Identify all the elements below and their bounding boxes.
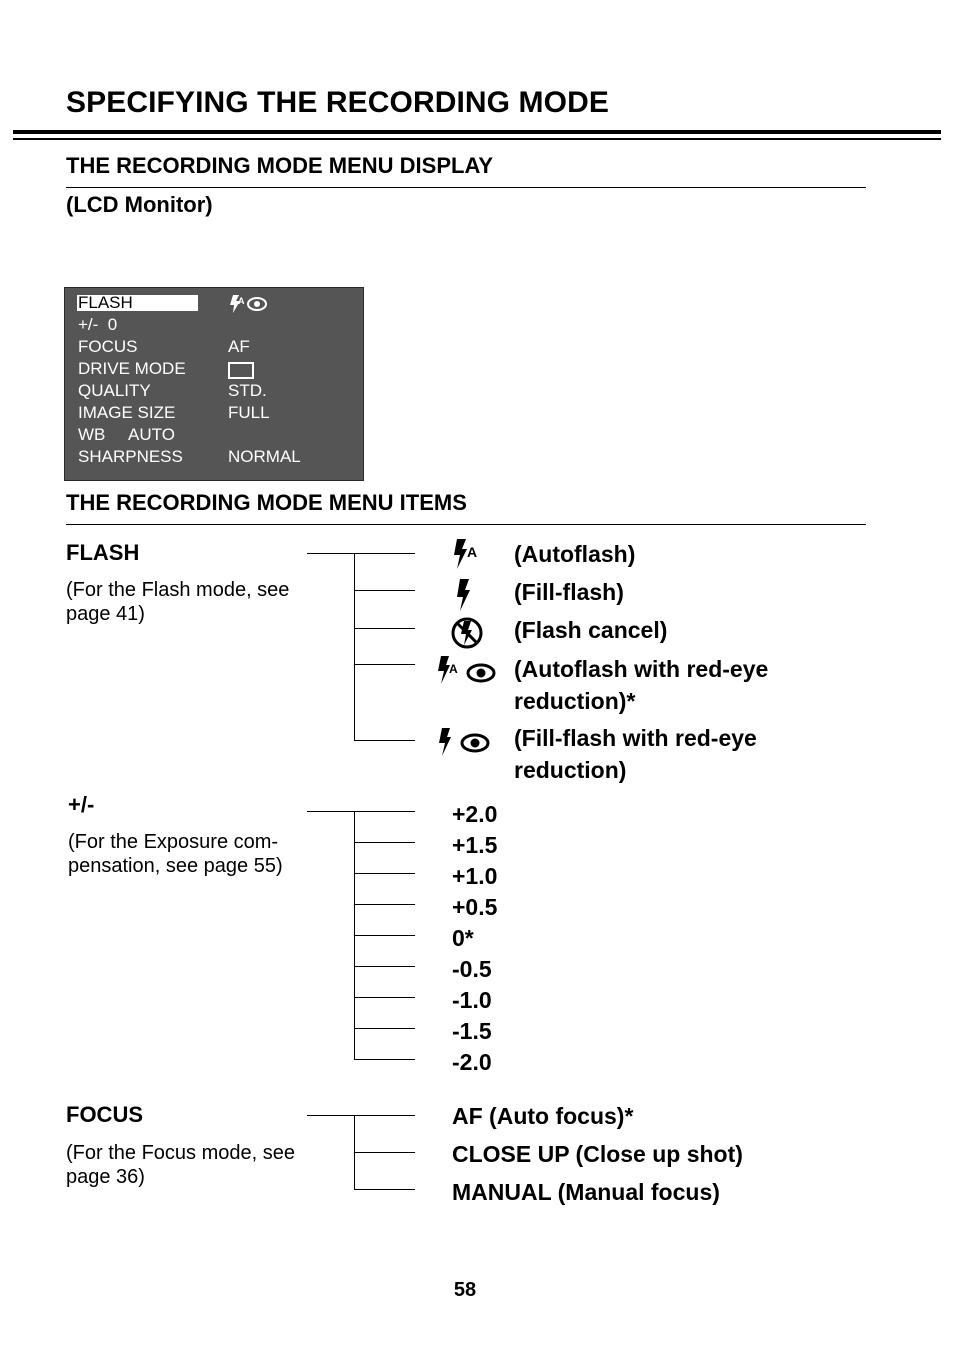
autoflash-red-eye-icon	[437, 654, 497, 688]
lcd-menu-label: +/- 0	[78, 315, 118, 334]
lcd-menu-label: IMAGE SIZE	[78, 403, 176, 422]
focus-option-af: AF (Auto focus)*	[452, 1103, 634, 1129]
lcd-menu-label: WB AUTO	[78, 425, 175, 444]
focus-option-close-up: CLOSE UP (Close up shot)	[452, 1141, 743, 1167]
exposure-option: +1.0	[452, 863, 498, 889]
exposure-option: +2.0	[452, 801, 498, 827]
lcd-menu-label: SHARPNESS	[78, 447, 183, 466]
lcd-menu-row-flash	[78, 293, 348, 315]
exposure-tree-branch	[354, 935, 415, 936]
exposure-tree-branch	[354, 966, 415, 967]
exposure-option: +0.5	[452, 894, 498, 920]
flash-item-note: (For the Flash mode, see page 41)	[66, 579, 290, 625]
lcd-menu-row-image-size	[78, 403, 348, 425]
flash-tree-branch	[354, 590, 415, 591]
lcd-menu-row-quality	[78, 381, 348, 403]
flash-item-title: FLASH	[66, 540, 140, 565]
autoflash-icon	[452, 537, 486, 571]
focus-item-title: FOCUS	[66, 1102, 143, 1127]
display-section-heading: THE RECORDING MODE MENU DISPLAY	[66, 153, 494, 178]
focus-tree-branch	[354, 1189, 415, 1190]
title-rule-thick	[13, 130, 941, 134]
lcd-menu-display	[64, 287, 364, 481]
lcd-menu-value: AF	[228, 337, 250, 356]
exposure-option: -2.0	[452, 1049, 492, 1075]
lcd-menu-value: FULL	[228, 403, 270, 422]
exposure-tree-branch	[354, 1028, 415, 1029]
lcd-menu-row-wb	[78, 425, 348, 447]
flash-tree-trunk	[354, 553, 355, 741]
lcd-menu-label: QUALITY	[78, 381, 151, 400]
exposure-option: -1.0	[452, 987, 492, 1013]
exposure-tree-branch	[354, 842, 415, 843]
focus-tree-line	[307, 1115, 415, 1116]
items-section-rule	[66, 524, 866, 525]
lcd-menu-row-focus	[78, 337, 348, 359]
exposure-option: -1.5	[452, 1018, 492, 1044]
exposure-option: +1.5	[452, 832, 498, 858]
svg-text:A: A	[449, 662, 458, 676]
lcd-menu-label: FLASH	[77, 295, 198, 311]
exposure-tree-branch	[354, 904, 415, 905]
page-title: SPECIFYING THE RECORDING MODE	[66, 86, 609, 119]
display-section-rule	[66, 187, 866, 188]
svg-text:A: A	[238, 296, 245, 306]
flash-option-flash-cancel: (Flash cancel)	[514, 617, 668, 643]
lcd-menu-row-sharpness	[78, 447, 348, 469]
flash-tree-branch	[354, 664, 415, 665]
exposure-item-title: +/-	[68, 792, 95, 817]
flash-tree-branch	[354, 740, 415, 741]
flash-tree-branch	[354, 628, 415, 629]
flash-tree-line	[307, 553, 415, 554]
lcd-menu-label: DRIVE MODE	[78, 359, 186, 378]
focus-tree-branch	[354, 1152, 415, 1153]
lcd-menu-value: STD.	[228, 381, 267, 400]
flash-option-fill-flash-red-eye: (Fill-flash with red-eye reduction)	[514, 725, 757, 783]
focus-item-note: (For the Focus mode, see page 36)	[66, 1142, 295, 1188]
exposure-tree-branch	[354, 997, 415, 998]
svg-text:A: A	[467, 544, 478, 560]
lcd-menu-value: NORMAL	[228, 447, 301, 466]
lcd-menu-label: FOCUS	[78, 337, 138, 356]
exposure-item-note: (For the Exposure com-pensation, see page 55)	[68, 831, 283, 877]
page-number: 58	[453, 1279, 477, 1301]
items-section-heading: THE RECORDING MODE MENU ITEMS	[66, 490, 467, 515]
exposure-tree-branch	[354, 873, 415, 874]
single-frame-icon	[228, 362, 254, 379]
exposure-tree-branch	[354, 1059, 415, 1060]
flash-option-autoflash-red-eye: (Autoflash with red-eye reduction)*	[514, 656, 769, 714]
flash-cancel-icon	[450, 616, 484, 650]
flash-option-fill-flash: (Fill-flash)	[514, 579, 624, 605]
title-rule-thin	[13, 138, 941, 140]
lcd-menu-row-drive-mode	[78, 359, 348, 381]
fill-flash-icon	[452, 577, 478, 613]
lcd-menu-row-exposure	[78, 315, 348, 337]
display-section-subheading: (LCD Monitor)	[66, 192, 213, 217]
exposure-tree-line	[307, 811, 415, 812]
flash-option-autoflash: (Autoflash)	[514, 541, 636, 567]
autoflash-red-eye-icon	[228, 294, 270, 314]
focus-option-manual: MANUAL (Manual focus)	[452, 1179, 720, 1205]
exposure-option: 0*	[452, 925, 474, 951]
exposure-option: -0.5	[452, 956, 492, 982]
fill-flash-red-eye-icon	[437, 725, 497, 759]
